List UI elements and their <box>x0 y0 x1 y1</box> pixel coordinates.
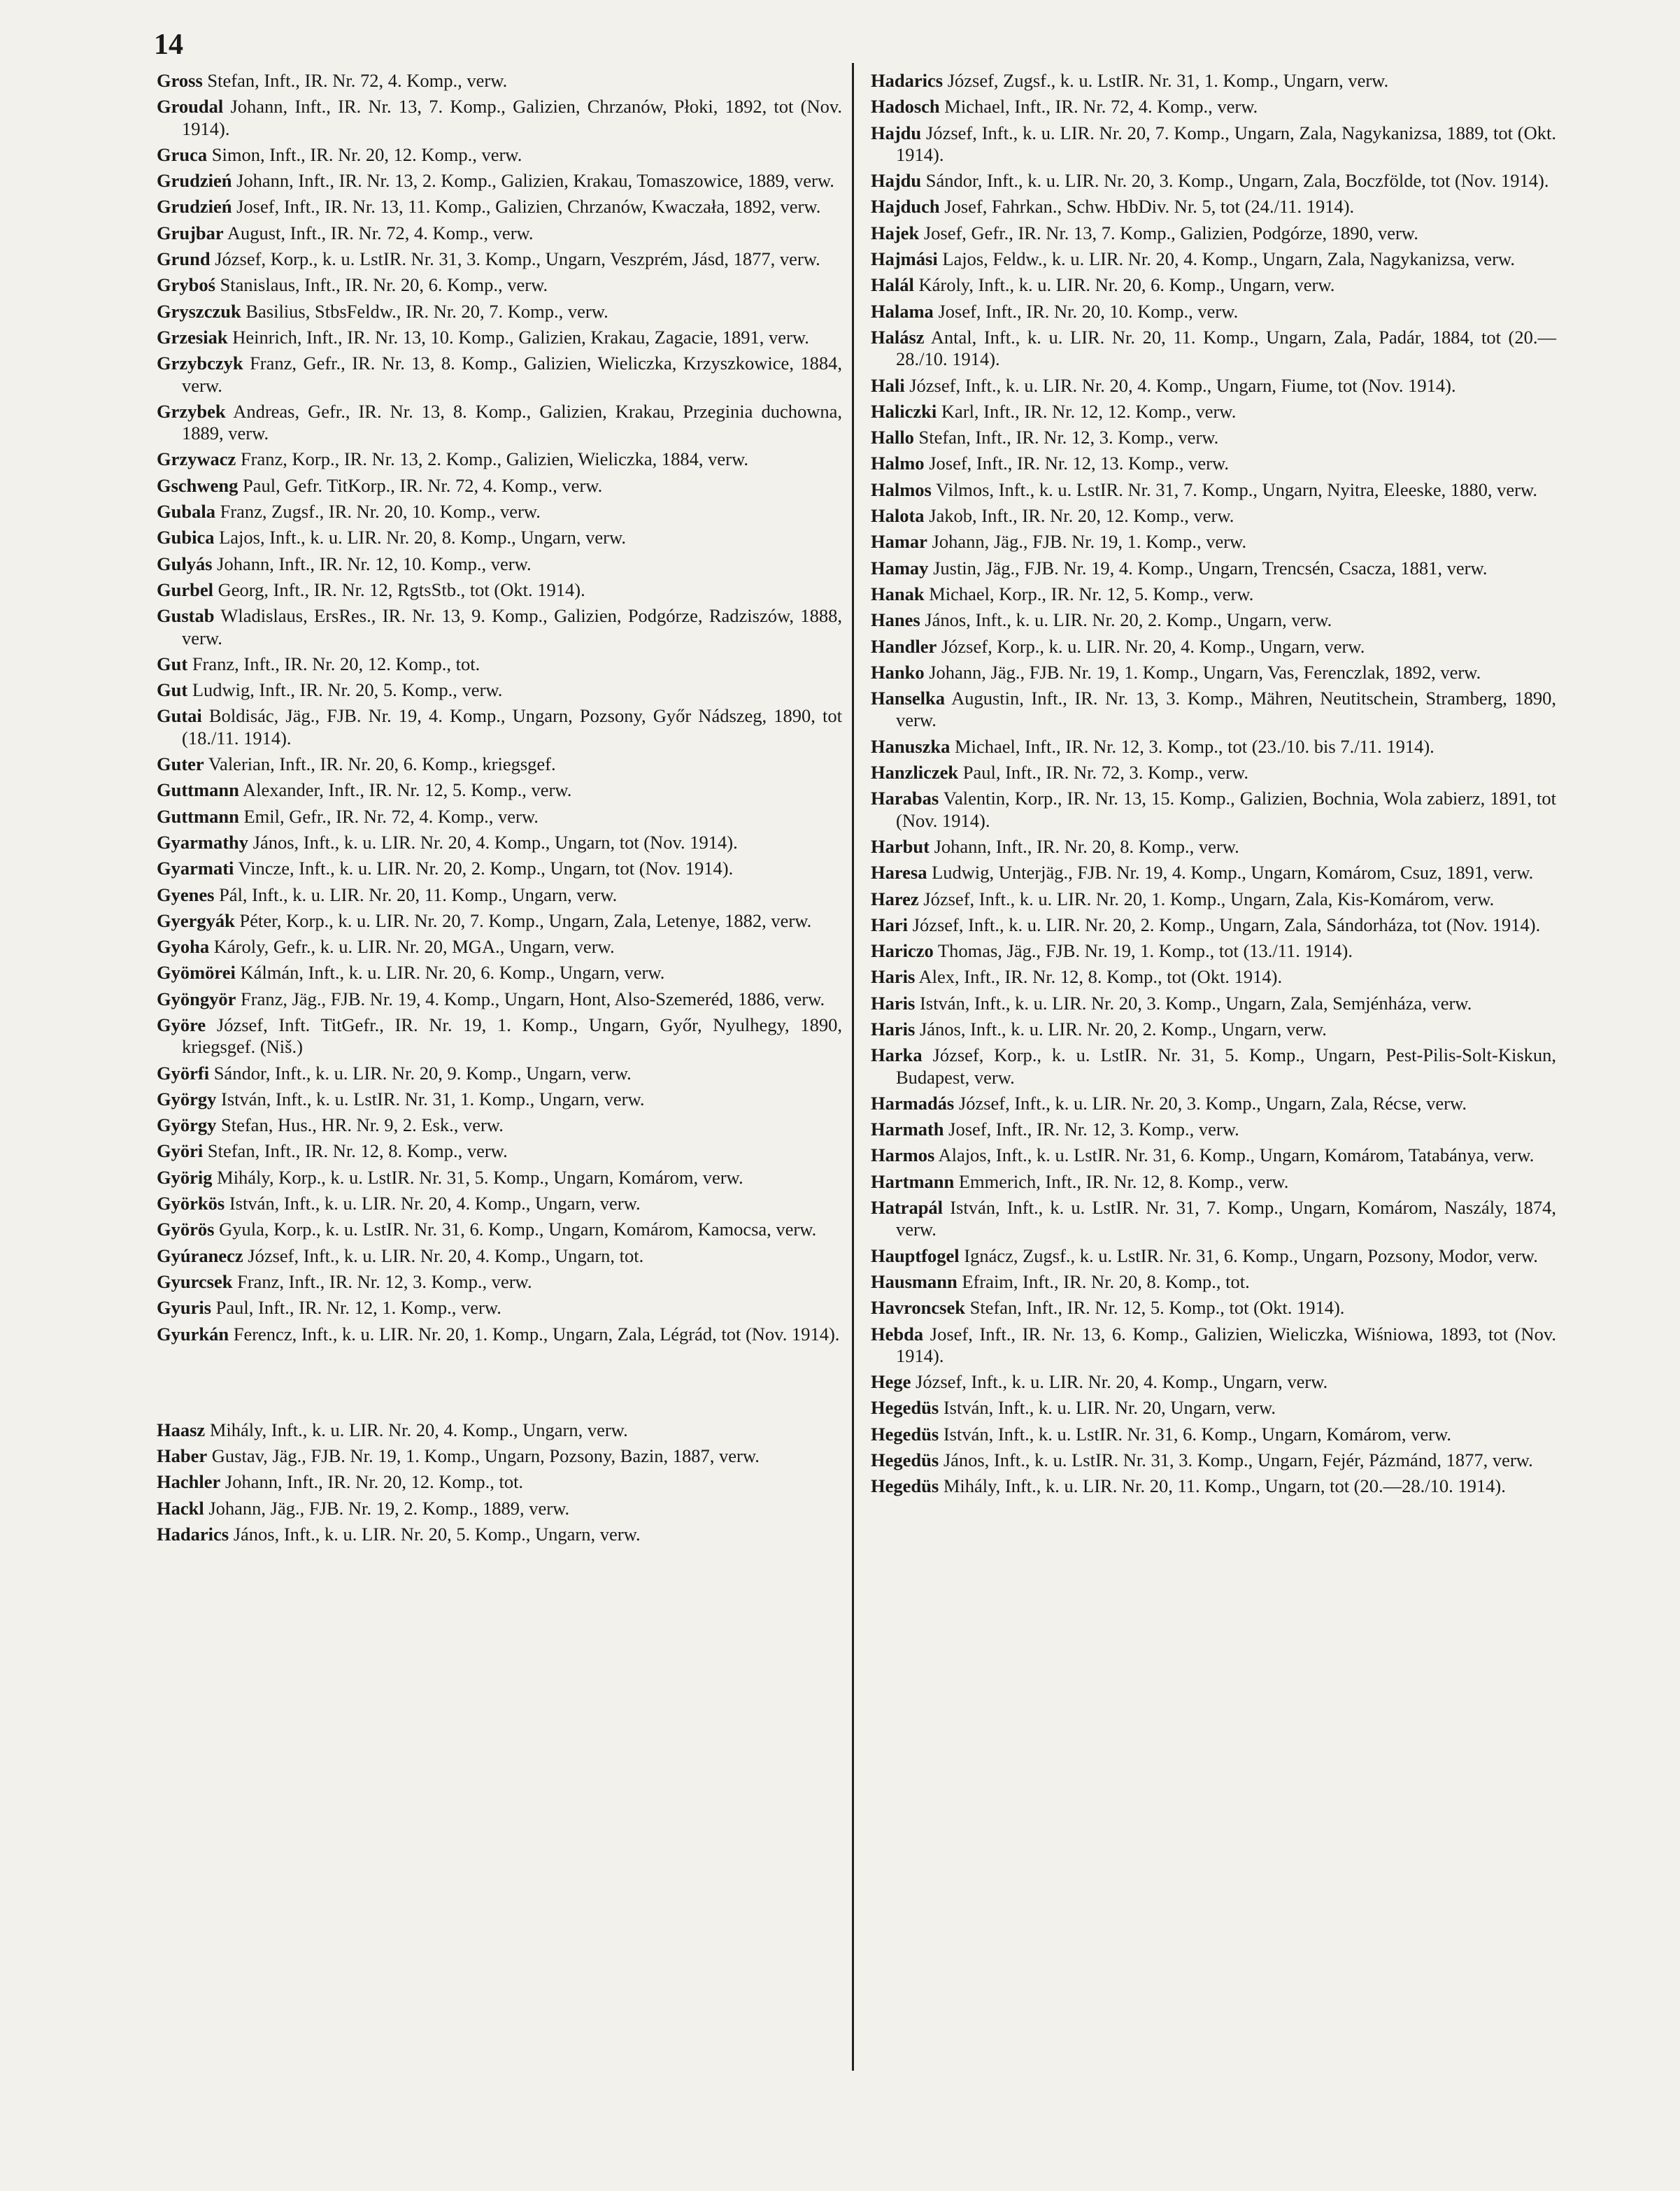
register-entry <box>157 1114 842 1136</box>
register-entry <box>871 1093 1556 1114</box>
register-entry <box>157 1297 842 1319</box>
entry-surname: Haris <box>871 966 916 988</box>
entry-surname: Gutai <box>157 705 202 727</box>
register-entry <box>157 70 842 92</box>
entry-details: Lajos, Feldw., k. u. LIR. Nr. 20, 4. Komp., Ungarn, Zala, Nagykanizsa, verw. <box>942 248 1515 270</box>
entry-surname: Guter <box>157 753 204 775</box>
register-entry <box>157 806 842 828</box>
entry-details: Karl, Inft., IR. Nr. 12, 12. Komp., verw. <box>941 400 1237 422</box>
register-entry <box>871 479 1556 501</box>
entry-details: József, Inft., k. u. LIR. Nr. 20, 3. Komp., Ungarn, Zala, Récse, verw. <box>958 1092 1467 1114</box>
register-entry <box>157 1498 842 1519</box>
entry-surname: Haliczki <box>871 400 937 422</box>
entry-details: Wladislaus, ErsRes., IR. Nr. 13, 9. Komp., Galizien, Podgórze, Radziszów, 1888, verw. <box>182 605 842 648</box>
entry-surname: Grzywacz <box>157 448 236 470</box>
section-gap <box>157 1349 842 1419</box>
register-entry <box>157 858 842 879</box>
register-entry <box>157 884 842 906</box>
register-entry <box>871 1397 1556 1419</box>
entry-details: Stefan, Hus., HR. Nr. 9, 2. Esk., verw. <box>221 1114 504 1136</box>
register-entry <box>871 583 1556 605</box>
entry-details: Basilius, StbsFeldw., IR. Nr. 20, 7. Komp., verw. <box>245 300 608 322</box>
entry-details: István, Inft., k. u. LstIR. Nr. 31, 7. Komp., Ungarn, Komárom, Naszály, 1874, verw. <box>896 1197 1556 1240</box>
register-entry <box>157 705 842 749</box>
entry-details: Stefan, Inft., IR. Nr. 12, 8. Komp., verw. <box>207 1140 508 1162</box>
register-entry <box>871 1171 1556 1193</box>
entry-details: Antal, Inft., k. u. LIR. Nr. 20, 11. Komp., Ungarn, Zala, Padár, 1884, tot (20.—28./10. 1914). <box>896 326 1556 370</box>
entry-details: Thomas, Jäg., FJB. Nr. 19, 1. Komp., tot (13./11. 1914). <box>937 940 1353 962</box>
entry-details: János, Inft., k. u. LIR. Nr. 20, 5. Komp., Ungarn, verw. <box>233 1524 641 1545</box>
entry-details: Stefan, Inft., IR. Nr. 12, 3. Komp., verw. <box>918 427 1219 448</box>
register-entry <box>157 475 842 497</box>
entry-details: Kálmán, Inft., k. u. LIR. Nr. 20, 6. Komp., Ungarn, verw. <box>240 962 665 984</box>
entry-surname: Halmos <box>871 478 932 500</box>
entry-surname: Harmadás <box>871 1092 955 1114</box>
entry-surname: Györfi <box>157 1062 210 1084</box>
entry-surname: Halama <box>871 300 934 322</box>
entry-details: István, Inft., k. u. LIR. Nr. 20, 3. Komp., Ungarn, Zala, Semjénháza, verw. <box>919 992 1472 1014</box>
register-entry <box>871 1297 1556 1319</box>
register-entry <box>157 170 842 192</box>
register-entry <box>157 1193 842 1214</box>
entry-details: Simon, Inft., IR. Nr. 20, 12. Komp., verw. <box>211 143 522 165</box>
entry-details: Péter, Korp., k. u. LIR. Nr. 20, 7. Komp., Ungarn, Zala, Letenye, 1882, verw. <box>239 909 812 931</box>
entry-surname: Hegedüs <box>871 1449 939 1471</box>
entry-surname: Gustab <box>157 605 215 627</box>
entry-details: Alajos, Inft., k. u. LstIR. Nr. 31, 6. Komp., Ungarn, Komárom, Tatabánya, verw. <box>938 1144 1535 1166</box>
right-column <box>871 70 1556 1502</box>
entry-surname: Hadarics <box>157 1524 229 1545</box>
entry-surname: Harabas <box>871 788 939 809</box>
register-entry <box>157 1419 842 1441</box>
entry-surname: Harez <box>871 888 919 909</box>
entry-surname: Gruca <box>157 143 208 165</box>
entry-surname: Gubica <box>157 527 215 548</box>
entry-details: József, Inft., k. u. LIR. Nr. 20, 4. Komp., Ungarn, verw. <box>916 1371 1328 1393</box>
entry-surname: Gurbel <box>157 579 213 600</box>
register-entry <box>157 1445 842 1467</box>
entry-surname: Grzesiak <box>157 326 228 348</box>
entry-details: Franz, Jäg., FJB. Nr. 19, 4. Komp., Ungarn, Hont, Also-Szemeréd, 1886, verw. <box>241 988 825 1009</box>
register-entry <box>871 836 1556 858</box>
entry-details: Gyula, Korp., k. u. LstIR. Nr. 31, 6. Komp., Ungarn, Komárom, Kamocsa, verw. <box>219 1219 817 1240</box>
entry-details: Andreas, Gefr., IR. Nr. 13, 8. Komp., Galizien, Krakau, Przeginia duchowna, 1889, verw. <box>182 400 842 444</box>
entry-details: József, Inft., k. u. LIR. Nr. 20, 1. Komp., Ungarn, Zala, Kis-Komárom, verw. <box>923 888 1495 909</box>
entry-surname: Gyarmathy <box>157 831 249 853</box>
register-entry <box>871 888 1556 910</box>
register-entry <box>871 662 1556 683</box>
register-entry <box>871 70 1556 92</box>
entry-surname: Harka <box>871 1044 923 1066</box>
entry-details: József, Inft., k. u. LIR. Nr. 20, 7. Komp., Ungarn, Zala, Nagykanizsa, 1889, tot (Okt. 1914). <box>896 122 1557 165</box>
register-entry <box>157 144 842 166</box>
register-entry <box>871 1197 1556 1241</box>
entry-surname: Gyarmati <box>157 858 234 879</box>
entry-details: Lajos, Inft., k. u. LIR. Nr. 20, 8. Komp., Ungarn, verw. <box>219 527 627 548</box>
entry-surname: Hadosch <box>871 96 940 118</box>
register-entry <box>871 966 1556 988</box>
entry-surname: Hari <box>871 914 908 935</box>
entry-details: Paul, Inft., IR. Nr. 72, 3. Komp., verw. <box>962 762 1249 783</box>
entry-surname: Hajmási <box>871 248 938 270</box>
register-entry <box>871 248 1556 270</box>
entry-details: József, Korp., k. u. LIR. Nr. 20, 4. Komp., Ungarn, verw. <box>941 635 1365 657</box>
register-entry <box>157 653 842 675</box>
entry-details: János, Inft., k. u. LstIR. Nr. 31, 3. Komp., Ungarn, Fejér, Pázmánd, 1877, verw. <box>943 1449 1533 1471</box>
register-entry <box>871 788 1556 832</box>
entry-details: Vincze, Inft., k. u. LIR. Nr. 20, 2. Komp., Ungarn, tot (Nov. 1914). <box>238 858 734 879</box>
entry-details: Josef, Inft., IR. Nr. 12, 3. Komp., verw. <box>948 1119 1239 1140</box>
register-entry <box>157 1471 842 1493</box>
entry-surname: Gut <box>157 679 188 701</box>
entry-surname: Halál <box>871 274 914 296</box>
register-entry <box>157 501 842 523</box>
entry-surname: Gyömörei <box>157 962 236 984</box>
register-entry <box>871 862 1556 884</box>
entry-details: Justin, Jäg., FJB. Nr. 19, 4. Komp., Ungarn, Trencsén, Csacza, 1881, verw. <box>933 557 1488 579</box>
entry-surname: Gschweng <box>157 474 239 496</box>
entry-details: Károly, Inft., k. u. LIR. Nr. 20, 6. Komp., Ungarn, verw. <box>918 274 1335 296</box>
register-entry <box>157 1063 842 1084</box>
entry-details: János, Inft., k. u. LIR. Nr. 20, 2. Komp., Ungarn, verw. <box>925 609 1332 631</box>
entry-surname: Harmos <box>871 1144 935 1166</box>
entry-surname: Gyoha <box>157 936 210 958</box>
entry-details: István, Inft., k. u. LIR. Nr. 20, 4. Komp., Ungarn, verw. <box>229 1193 641 1214</box>
register-entry <box>157 222 842 244</box>
entry-surname: Hartmann <box>871 1170 955 1192</box>
entry-surname: Hegedüs <box>871 1423 939 1445</box>
entry-surname: Gyuris <box>157 1297 212 1319</box>
register-entry <box>871 762 1556 783</box>
register-entry <box>871 301 1556 322</box>
register-entry <box>871 1144 1556 1166</box>
entry-surname: Gyergyák <box>157 909 235 931</box>
entry-details: Franz, Inft., IR. Nr. 12, 3. Komp., verw. <box>237 1270 532 1292</box>
entry-surname: Guttmann <box>157 779 239 801</box>
register-entry <box>871 274 1556 296</box>
register-entry <box>157 527 842 548</box>
register-entry <box>871 1019 1556 1040</box>
register-entry <box>871 636 1556 658</box>
entry-surname: Haris <box>871 1018 916 1040</box>
register-entry <box>157 353 842 397</box>
register-entry <box>157 962 842 984</box>
entry-surname: Hanes <box>871 609 920 631</box>
entry-surname: Haasz <box>157 1419 206 1440</box>
entry-surname: Handler <box>871 635 937 657</box>
entry-surname: Gubala <box>157 501 215 523</box>
entry-surname: Hamar <box>871 531 927 553</box>
entry-surname: Györös <box>157 1219 215 1240</box>
entry-surname: Havroncsek <box>871 1297 965 1319</box>
register-entry <box>871 914 1556 936</box>
register-entry <box>871 327 1556 371</box>
left-column <box>157 70 842 1550</box>
entry-details: Augustin, Inft., IR. Nr. 13, 3. Komp., Mähren, Neutitschein, Stramberg, 1890, verw. <box>896 688 1556 731</box>
entry-details: August, Inft., IR. Nr. 72, 4. Komp., verw. <box>227 222 534 243</box>
entry-details: Alex, Inft., IR. Nr. 12, 8. Komp., tot (Okt. 1914). <box>918 966 1283 988</box>
register-entry <box>157 579 842 601</box>
register-entry <box>157 401 842 445</box>
entry-surname: Halmo <box>871 453 925 474</box>
entry-details: Boldisác, Jäg., FJB. Nr. 19, 4. Komp., Ungarn, Pozsony, Győr Nádszeg, 1890, tot (18./11. 1914). <box>182 705 843 749</box>
register-entry <box>871 940 1556 962</box>
register-entry <box>871 1475 1556 1497</box>
entry-surname: Hanselka <box>871 688 946 709</box>
entry-details: János, Inft., k. u. LIR. Nr. 20, 4. Komp., Ungarn, tot (Nov. 1914). <box>252 831 738 853</box>
register-entry <box>871 375 1556 397</box>
entry-surname: Hatrapál <box>871 1197 944 1219</box>
entry-surname: György <box>157 1114 217 1136</box>
entry-surname: Gross <box>157 70 203 91</box>
entry-details: Josef, Inft., IR. Nr. 13, 6. Komp., Galizien, Wieliczka, Wiśniowa, 1893, tot (Nov. 1914). <box>896 1323 1557 1366</box>
register-entry <box>871 196 1556 218</box>
entry-details: Ludwig, Inft., IR. Nr. 20, 5. Komp., verw. <box>192 679 503 701</box>
register-entry <box>157 1140 842 1162</box>
entry-details: Ludwig, Unterjäg., FJB. Nr. 19, 4. Komp., Ungarn, Komárom, Csuz, 1891, verw. <box>932 862 1534 884</box>
entry-details: Josef, Fahrkan., Schw. HbDiv. Nr. 5, tot (24./11. 1914). <box>944 196 1355 218</box>
entry-surname: Grzybek <box>157 400 226 422</box>
entry-details: János, Inft., k. u. LIR. Nr. 20, 2. Komp., Ungarn, verw. <box>919 1018 1327 1040</box>
entry-details: József, Korp., k. u. LstIR. Nr. 31, 3. Komp., Ungarn, Veszprém, Jásd, 1877, verw. <box>215 248 820 270</box>
entry-details: Michael, Inft., IR. Nr. 12, 3. Komp., tot (23./10. bis 7./11. 1914). <box>955 735 1435 757</box>
entry-details: Efraim, Inft., IR. Nr. 20, 8. Komp., tot. <box>962 1270 1250 1292</box>
entry-details: Johann, Jäg., FJB. Nr. 19, 1. Komp., Ungarn, Vas, Ferenczlak, 1892, verw. <box>929 661 1481 683</box>
register-entry <box>871 736 1556 758</box>
register-entry <box>157 1324 842 1345</box>
entry-details: Heinrich, Inft., IR. Nr. 13, 10. Komp., Galizien, Krakau, Zagacie, 1891, verw. <box>232 326 809 348</box>
register-entry <box>157 301 842 322</box>
entry-surname: Gryszczuk <box>157 300 241 322</box>
register-entry <box>871 453 1556 474</box>
register-entry <box>871 1324 1556 1368</box>
entry-surname: Hebda <box>871 1323 924 1345</box>
entry-surname: György <box>157 1088 217 1109</box>
register-entry <box>157 196 842 218</box>
entry-surname: Hegedüs <box>871 1397 939 1419</box>
register-entry <box>157 832 842 853</box>
entry-details: Stanislaus, Inft., IR. Nr. 20, 6. Komp., verw. <box>220 274 548 296</box>
entry-details: Paul, Inft., IR. Nr. 12, 1. Komp., verw. <box>215 1297 501 1319</box>
register-entry <box>871 688 1556 732</box>
entry-details: Franz, Zugsf., IR. Nr. 20, 10. Komp., verw. <box>220 501 541 523</box>
register-entry <box>157 605 842 649</box>
entry-surname: Hali <box>871 374 905 396</box>
entry-details: Johann, Inft., IR. Nr. 13, 7. Komp., Galizien, Chrzanów, Płoki, 1892, tot (Nov. 1914). <box>182 96 842 139</box>
entry-surname: Hege <box>871 1371 911 1393</box>
entry-details: Sándor, Inft., k. u. LIR. Nr. 20, 9. Komp., Ungarn, verw. <box>213 1062 632 1084</box>
entry-surname: Hanko <box>871 661 925 683</box>
register-entry <box>871 531 1556 553</box>
entry-details: Pál, Inft., k. u. LIR. Nr. 20, 11. Komp., Ungarn, verw. <box>219 884 618 905</box>
entry-details: Josef, Inft., IR. Nr. 13, 11. Komp., Galizien, Chrzanów, Kwaczała, 1892, verw. <box>236 196 821 218</box>
entry-details: Stefan, Inft., IR. Nr. 12, 5. Komp., tot (Okt. 1914). <box>969 1297 1345 1319</box>
entry-details: István, Inft., k. u. LstIR. Nr. 31, 1. Komp., Ungarn, verw. <box>221 1088 645 1109</box>
register-entry <box>871 427 1556 448</box>
entry-surname: Hackl <box>157 1497 204 1519</box>
entry-details: Jakob, Inft., IR. Nr. 20, 12. Komp., verw. <box>929 505 1234 527</box>
entry-details: Emmerich, Inft., IR. Nr. 12, 8. Komp., verw. <box>958 1170 1289 1192</box>
register-entry <box>157 553 842 575</box>
entry-surname: Györkös <box>157 1193 225 1214</box>
entry-surname: Haber <box>157 1445 208 1467</box>
entry-surname: Gyúranecz <box>157 1245 243 1266</box>
entry-details: Gustav, Jäg., FJB. Nr. 19, 1. Komp., Ungarn, Pozsony, Bazin, 1887, verw. <box>211 1445 760 1467</box>
register-entry <box>871 1044 1556 1089</box>
entry-surname: Hanak <box>871 583 925 604</box>
entry-surname: Grujbar <box>157 222 224 243</box>
entry-surname: Hariczo <box>871 940 934 962</box>
entry-details: Paul, Gefr. TitKorp., IR. Nr. 72, 4. Komp., verw. <box>242 474 603 496</box>
entry-surname: Hajek <box>871 222 920 243</box>
entry-surname: Györe <box>157 1014 206 1035</box>
register-entry <box>157 1245 842 1267</box>
entry-surname: Gyurkán <box>157 1323 229 1345</box>
register-entry <box>157 1167 842 1189</box>
register-entry <box>871 96 1556 118</box>
entry-surname: Haris <box>871 992 916 1014</box>
entry-surname: Hanzliczek <box>871 762 959 783</box>
page-number: 14 <box>154 29 183 61</box>
entry-details: Vilmos, Inft., k. u. LstIR. Nr. 31, 7. Komp., Ungarn, Nyitra, Eleeske, 1880, verw. <box>936 478 1538 500</box>
entry-surname: Györi <box>157 1140 204 1162</box>
entry-details: Károly, Gefr., k. u. LIR. Nr. 20, MGA., Ungarn, verw. <box>213 936 615 958</box>
entry-surname: Grund <box>157 248 211 270</box>
entry-details: Josef, Inft., IR. Nr. 12, 13. Komp., verw. <box>929 453 1230 474</box>
register-entry <box>157 274 842 296</box>
entry-details: Ferencz, Inft., k. u. LIR. Nr. 20, 1. Komp., Ungarn, Zala, Légrád, tot (Nov. 1914). <box>233 1323 840 1345</box>
entry-details: Franz, Inft., IR. Nr. 20, 12. Komp., tot. <box>192 653 480 674</box>
register-entry <box>157 96 842 140</box>
entry-surname: Harbut <box>871 835 930 857</box>
entry-surname: Halász <box>871 326 925 348</box>
register-entry <box>157 753 842 775</box>
entry-details: Franz, Gefr., IR. Nr. 13, 8. Komp., Galizien, Wieliczka, Krzyszkowice, 1884, verw. <box>182 353 842 396</box>
register-entry <box>871 558 1556 579</box>
entry-surname: Hanuszka <box>871 735 951 757</box>
entry-details: Mihály, Korp., k. u. LstIR. Nr. 31, 5. Komp., Ungarn, Komárom, verw. <box>217 1166 743 1188</box>
register-entry <box>871 1449 1556 1471</box>
entry-details: Mihály, Inft., k. u. LIR. Nr. 20, 11. Komp., Ungarn, tot (20.—28./10. 1914). <box>943 1475 1506 1497</box>
register-entry <box>871 1424 1556 1445</box>
entry-details: Johann, Inft., IR. Nr. 13, 2. Komp., Galizien, Krakau, Tomaszowice, 1889, verw. <box>236 170 834 192</box>
entry-surname: Hamay <box>871 557 929 579</box>
entry-surname: Hauptfogel <box>871 1245 960 1266</box>
register-entry <box>871 1271 1556 1293</box>
entry-details: Valerian, Inft., IR. Nr. 20, 6. Komp., kriegsgef. <box>208 753 556 775</box>
entry-details: Michael, Inft., IR. Nr. 72, 4. Komp., verw. <box>944 96 1258 118</box>
register-entry <box>157 1524 842 1545</box>
entry-surname: Hausmann <box>871 1270 958 1292</box>
register-entry <box>157 679 842 701</box>
entry-details: József, Zugsf., k. u. LstIR. Nr. 31, 1. Komp., Ungarn, verw. <box>947 70 1389 91</box>
register-entry <box>157 1014 842 1058</box>
entry-surname: Hajduch <box>871 196 940 218</box>
entry-surname: Hallo <box>871 427 914 448</box>
entry-details: Franz, Korp., IR. Nr. 13, 2. Komp., Galizien, Wieliczka, 1884, verw. <box>240 448 748 470</box>
entry-surname: Gyöngyör <box>157 988 236 1009</box>
entry-details: József, Korp., k. u. LstIR. Nr. 31, 5. Komp., Ungarn, Pest-Pilis-Solt-Kiskun, Budapest, verw. <box>896 1044 1557 1088</box>
entry-details: Johann, Jäg., FJB. Nr. 19, 1. Komp., verw. <box>932 531 1247 553</box>
entry-surname: Groudal <box>157 96 224 118</box>
entry-surname: Haresa <box>871 862 927 884</box>
entry-surname: Gut <box>157 653 188 674</box>
entry-details: Johann, Inft., IR. Nr. 20, 8. Komp., verw. <box>934 835 1239 857</box>
entry-surname: Grudzień <box>157 170 232 192</box>
entry-details: Valentin, Korp., IR. Nr. 13, 15. Komp., Galizien, Bochnia, Wola zabierz, 1891, tot (Nov. 1914). <box>896 788 1556 831</box>
entry-details: Josef, Inft., IR. Nr. 20, 10. Komp., verw. <box>938 300 1239 322</box>
entry-details: Michael, Korp., IR. Nr. 12, 5. Komp., verw. <box>929 583 1254 604</box>
entry-details: Stefan, Inft., IR. Nr. 72, 4. Komp., verw. <box>207 70 508 91</box>
register-entry <box>871 505 1556 527</box>
entry-surname: Gyurcsek <box>157 1270 233 1292</box>
register-entry <box>157 327 842 348</box>
entry-surname: Hegedüs <box>871 1475 939 1497</box>
register-entry <box>871 1245 1556 1267</box>
register-entry <box>871 993 1556 1014</box>
register-entry <box>157 448 842 470</box>
entry-details: Emil, Gefr., IR. Nr. 72, 4. Komp., verw. <box>243 805 539 827</box>
entry-details: Johann, Jäg., FJB. Nr. 19, 2. Komp., 1889, verw. <box>208 1497 570 1519</box>
entry-details: Johann, Inft., IR. Nr. 12, 10. Komp., verw. <box>217 553 532 574</box>
entry-surname: Grudzień <box>157 196 232 218</box>
entry-details: István, Inft., k. u. LIR. Nr. 20, Ungarn, verw. <box>943 1397 1276 1419</box>
entry-details: Josef, Gefr., IR. Nr. 13, 7. Komp., Galizien, Podgórze, 1890, verw. <box>923 222 1418 243</box>
entry-surname: Györig <box>157 1166 213 1188</box>
register-entry <box>157 1219 842 1240</box>
entry-surname: Halota <box>871 505 925 527</box>
entry-details: Johann, Inft., IR. Nr. 20, 12. Komp., tot. <box>225 1471 524 1493</box>
entry-surname: Hadarics <box>871 70 944 91</box>
entry-details: József, Inft. TitGefr., IR. Nr. 19, 1. Komp., Ungarn, Győr, Nyulhegy, 1890, kriegsgef. (Niš.) <box>182 1014 843 1058</box>
entry-details: Sándor, Inft., k. u. LIR. Nr. 20, 3. Komp., Ungarn, Zala, Boczfölde, tot (Nov. 1914). <box>925 170 1549 192</box>
entry-details: Georg, Inft., IR. Nr. 12, RgtsStb., tot (Okt. 1914). <box>218 579 585 600</box>
register-entry <box>157 248 842 270</box>
entry-surname: Hajdu <box>871 122 922 143</box>
register-entry <box>157 779 842 801</box>
entry-surname: Gryboś <box>157 274 215 296</box>
register-entry <box>157 936 842 958</box>
register-entry <box>157 1089 842 1110</box>
entry-surname: Gulyás <box>157 553 213 574</box>
entry-details: István, Inft., k. u. LstIR. Nr. 31, 6. Komp., Ungarn, Komárom, verw. <box>943 1423 1452 1445</box>
entry-details: Mihály, Inft., k. u. LIR. Nr. 20, 4. Komp., Ungarn, verw. <box>209 1419 628 1440</box>
register-entry <box>157 910 842 932</box>
register-entry <box>871 170 1556 192</box>
entry-surname: Harmath <box>871 1119 944 1140</box>
entry-surname: Guttmann <box>157 805 239 827</box>
entry-details: József, Inft., k. u. LIR. Nr. 20, 4. Komp., Ungarn, Fiume, tot (Nov. 1914). <box>909 374 1456 396</box>
register-entry <box>871 1119 1556 1140</box>
entry-details: Alexander, Inft., IR. Nr. 12, 5. Komp., verw. <box>242 779 572 801</box>
column-divider <box>852 63 854 2071</box>
register-entry <box>871 222 1556 244</box>
register-entry <box>871 1371 1556 1393</box>
register-entry <box>157 988 842 1010</box>
entry-surname: Hachler <box>157 1471 221 1493</box>
entry-details: Ignácz, Zugsf., k. u. LstIR. Nr. 31, 6. Komp., Ungarn, Pozsony, Modor, verw. <box>964 1245 1538 1266</box>
register-entry <box>871 122 1556 166</box>
register-entry <box>871 401 1556 423</box>
entry-surname: Hajdu <box>871 170 922 192</box>
entry-surname: Grzybczyk <box>157 353 243 374</box>
register-entry <box>157 1271 842 1293</box>
entry-surname: Gyenes <box>157 884 215 905</box>
register-entry <box>871 609 1556 631</box>
entry-details: József, Inft., k. u. LIR. Nr. 20, 4. Komp., Ungarn, tot. <box>248 1245 644 1266</box>
entry-details: József, Inft., k. u. LIR. Nr. 20, 2. Komp., Ungarn, Zala, Sándorháza, tot (Nov. 1914). <box>912 914 1541 935</box>
